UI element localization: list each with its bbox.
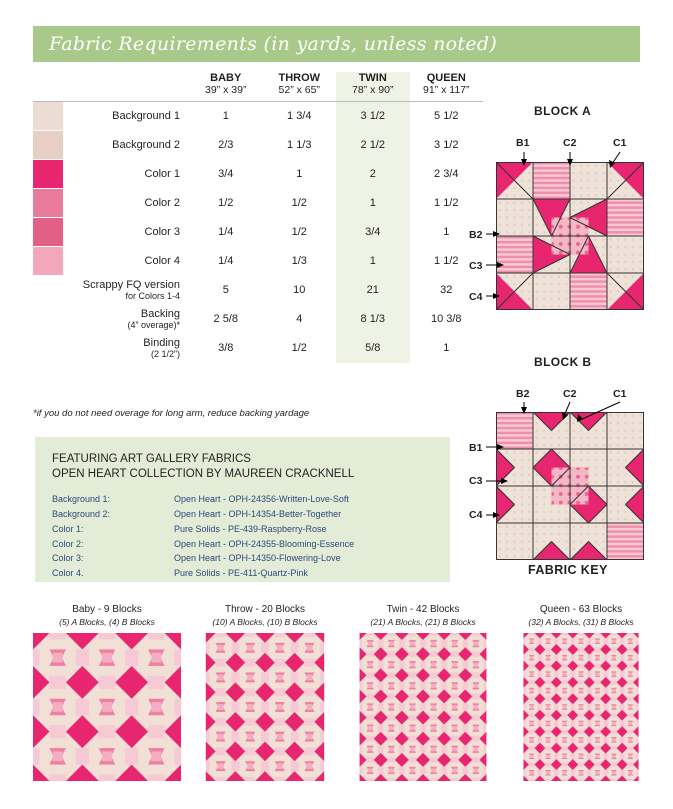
swatch-scrappy <box>33 276 63 305</box>
page-title: Fabric Requirements (in yards, unless noted) <box>49 33 498 55</box>
cell-binding-throw: 1/2 <box>291 342 307 354</box>
featuring-value: Open Heart - OPH-24356-Written-Love-Soft <box>174 494 349 504</box>
featuring-line <box>52 507 450 522</box>
callout-b-b2: B2 <box>516 388 530 400</box>
swatch-binding <box>33 334 63 363</box>
featuring-value: Open Heart - OPH-14350-Flowering-Love <box>174 553 341 564</box>
layout-preview-throw <box>191 633 339 781</box>
fabric-requirements-table <box>33 72 483 363</box>
layout-title: Queen - 63 Blocks <box>539 604 623 615</box>
featuring-line <box>52 551 450 566</box>
featuring-line <box>52 537 450 552</box>
callout-b-c4: C4 <box>469 509 483 521</box>
header-banner <box>33 26 640 62</box>
column-header-queen <box>410 72 484 102</box>
col-size-queen: QUEEN <box>426 72 466 84</box>
cell-binding-queen: 1 <box>443 342 450 354</box>
cell-scrappy-twin: 21 <box>336 276 410 305</box>
cell-binding-baby: 3/8 <box>218 342 234 354</box>
table-row <box>33 276 483 305</box>
row-label-color-3: Color 3 <box>144 225 180 238</box>
featuring-value: Open Heart - OPH-14354-Better-Together <box>174 508 342 519</box>
block-b-title: BLOCK B <box>534 355 592 369</box>
layout-twin <box>348 604 498 781</box>
col-dim-twin: 78” x 90” <box>352 84 394 96</box>
col-dim-throw: 52” x 65” <box>278 84 320 96</box>
row-label-color-2: Color 2 <box>144 196 180 209</box>
column-header-twin <box>336 72 410 102</box>
layout-preview-queen <box>507 633 655 781</box>
featuring-panel <box>35 437 450 582</box>
callout-a-c3: C3 <box>469 260 483 272</box>
row-label-backing-main: Backing <box>140 307 180 320</box>
cell-background2-queen: 3 1/2 <box>434 139 459 151</box>
column-header-baby <box>189 72 263 102</box>
cell-color4-twin: 1 <box>336 247 410 276</box>
row-label-color-1: Color 1 <box>144 167 180 180</box>
swatch-color-2 <box>33 189 63 218</box>
layout-subtitle: (5) A Blocks, (4) B Blocks <box>59 617 155 627</box>
callout-b-c2: C2 <box>563 388 577 400</box>
row-label-scrappy-main: Scrappy FQ version <box>82 278 180 291</box>
featuring-key: Color 2: <box>52 538 84 549</box>
cell-background1-baby: 1 <box>222 110 229 123</box>
row-label-binding-main: Binding <box>143 336 180 349</box>
table-row <box>33 102 483 131</box>
featuring-heading-2: OPEN HEART COLLECTION BY MAUREEN CRACKNELL <box>52 468 355 480</box>
block-a-diagram <box>496 162 644 310</box>
row-label-color-4: Color 4 <box>144 254 180 267</box>
cell-color4-baby: 1/4 <box>218 255 234 267</box>
layout-queen <box>506 604 656 781</box>
featuring-value: Open Heart - OPH-24355-Blooming-Essence <box>174 538 355 549</box>
row-label-scrappy <box>63 276 189 305</box>
col-size-throw: THROW <box>278 72 321 84</box>
cell-scrappy-baby: 5 <box>222 284 229 296</box>
column-header-throw <box>263 72 337 102</box>
header-swatch-spacer <box>33 72 63 102</box>
cell-color2-throw: 1/2 <box>291 197 307 209</box>
callout-b-b1: B1 <box>469 442 483 454</box>
cell-color3-twin: 3/4 <box>336 218 410 247</box>
swatch-background-1 <box>33 102 63 131</box>
cell-color2-baby: 1/2 <box>218 197 234 209</box>
layout-subtitle: (21) A Blocks, (21) B Blocks <box>370 617 476 627</box>
featuring-value: Pure Solids - PE-439-Raspberry-Rose <box>174 523 327 534</box>
cell-backing-baby: 2 5/8 <box>213 313 238 325</box>
cell-background2-baby: 2/3 <box>218 139 234 151</box>
cell-background2-twin: 2 1/2 <box>336 131 410 160</box>
col-dim-queen: 91” x 117” <box>423 84 470 96</box>
cell-color1-queen: 2 3/4 <box>434 168 459 180</box>
cell-backing-twin: 8 1/3 <box>336 305 410 334</box>
layout-title: Throw - 20 Blocks <box>224 604 306 615</box>
swatch-color-1 <box>33 160 63 189</box>
layout-subtitle: (10) A Blocks, (10) B Blocks <box>212 617 318 627</box>
cell-background2-throw: 1 1/3 <box>287 139 312 151</box>
cell-background1-queen: 5 1/2 <box>434 110 459 123</box>
layout-preview-baby <box>33 633 181 781</box>
swatch-color-4 <box>33 247 63 276</box>
cell-color3-throw: 1/2 <box>291 226 307 238</box>
featuring-line <box>52 492 450 507</box>
layout-baby <box>32 604 182 781</box>
table-body <box>33 102 483 363</box>
callout-a-c4: C4 <box>469 291 483 303</box>
row-label-background-2: Background 2 <box>112 138 180 151</box>
cell-color3-queen: 1 <box>443 226 450 238</box>
cell-color3-baby: 1/4 <box>218 226 234 238</box>
block-b-diagram <box>496 412 644 560</box>
callout-b-c3: C3 <box>469 475 483 487</box>
cell-color2-queen: 1 1/2 <box>434 197 459 209</box>
row-label-binding-sub: (2 1/2”) <box>150 349 180 360</box>
callout-a-c1: C1 <box>613 137 627 149</box>
table-row <box>33 247 483 276</box>
cell-color4-throw: 1/3 <box>291 255 307 267</box>
table-row <box>33 334 483 363</box>
cell-color2-twin: 1 <box>336 189 410 218</box>
featuring-key: Color 4. <box>52 568 84 579</box>
row-label-backing <box>63 305 189 334</box>
featuring-heading-1: FEATURING ART GALLERY FABRICS <box>52 453 251 465</box>
cell-background1-twin: 3 1/2 <box>336 102 410 131</box>
row-label-backing-sub: (4” overage)* <box>127 320 180 331</box>
featuring-key: Color 3: <box>52 553 84 564</box>
block-a-title: BLOCK A <box>534 104 592 118</box>
featuring-key: Background 1: <box>52 494 111 504</box>
callout-a-c2: C2 <box>563 137 577 149</box>
table-footnote: *if you do not need overage for long arm, reduce backing yardage <box>33 408 310 419</box>
layout-preview-twin <box>349 633 497 781</box>
col-size-baby: BABY <box>210 72 242 84</box>
row-label-binding <box>63 334 189 363</box>
layout-title: Twin - 42 Blocks <box>386 604 460 615</box>
cell-color1-baby: 3/4 <box>218 168 234 180</box>
header-label-spacer <box>63 72 189 102</box>
cell-color1-twin: 2 <box>336 160 410 189</box>
cell-scrappy-throw: 10 <box>293 284 306 296</box>
featuring-line <box>52 566 450 581</box>
swatch-background-2 <box>33 131 63 160</box>
fabric-key-title: FABRIC KEY <box>528 563 608 577</box>
table-row <box>33 160 483 189</box>
layout-subtitle: (32) A Blocks, (31) B Blocks <box>528 617 634 627</box>
cell-color1-throw: 1 <box>296 168 303 180</box>
table-row <box>33 305 483 334</box>
callout-a-b1: B1 <box>516 137 530 149</box>
featuring-key: Background 2: <box>52 508 111 519</box>
cell-color4-queen: 1 1/2 <box>434 255 459 267</box>
layout-title: Baby - 9 Blocks <box>72 604 142 615</box>
col-size-twin: TWIN <box>358 72 387 84</box>
callout-b-c1: C1 <box>613 388 627 400</box>
swatch-color-3 <box>33 218 63 247</box>
featuring-value: Pure Solids - PE-411-Quartz-Pink <box>174 568 308 579</box>
cell-scrappy-queen: 32 <box>440 284 453 296</box>
cell-backing-queen: 10 3/8 <box>430 313 462 325</box>
col-dim-baby: 39” x 39” <box>205 84 247 96</box>
layout-throw <box>190 604 340 781</box>
row-label-background-1: Background 1 <box>112 109 180 122</box>
table-row <box>33 218 483 247</box>
swatch-backing <box>33 305 63 334</box>
table-row <box>33 131 483 160</box>
row-label-scrappy-sub: for Colors 1-4 <box>125 291 180 302</box>
featuring-key: Color 1: <box>52 523 84 534</box>
cell-backing-throw: 4 <box>296 313 303 325</box>
featuring-line <box>52 522 450 537</box>
table-row <box>33 189 483 218</box>
table-header-row <box>33 72 483 102</box>
cell-background1-throw: 1 3/4 <box>287 110 312 123</box>
cell-binding-twin: 5/8 <box>336 334 410 363</box>
callout-a-b2: B2 <box>469 229 483 241</box>
